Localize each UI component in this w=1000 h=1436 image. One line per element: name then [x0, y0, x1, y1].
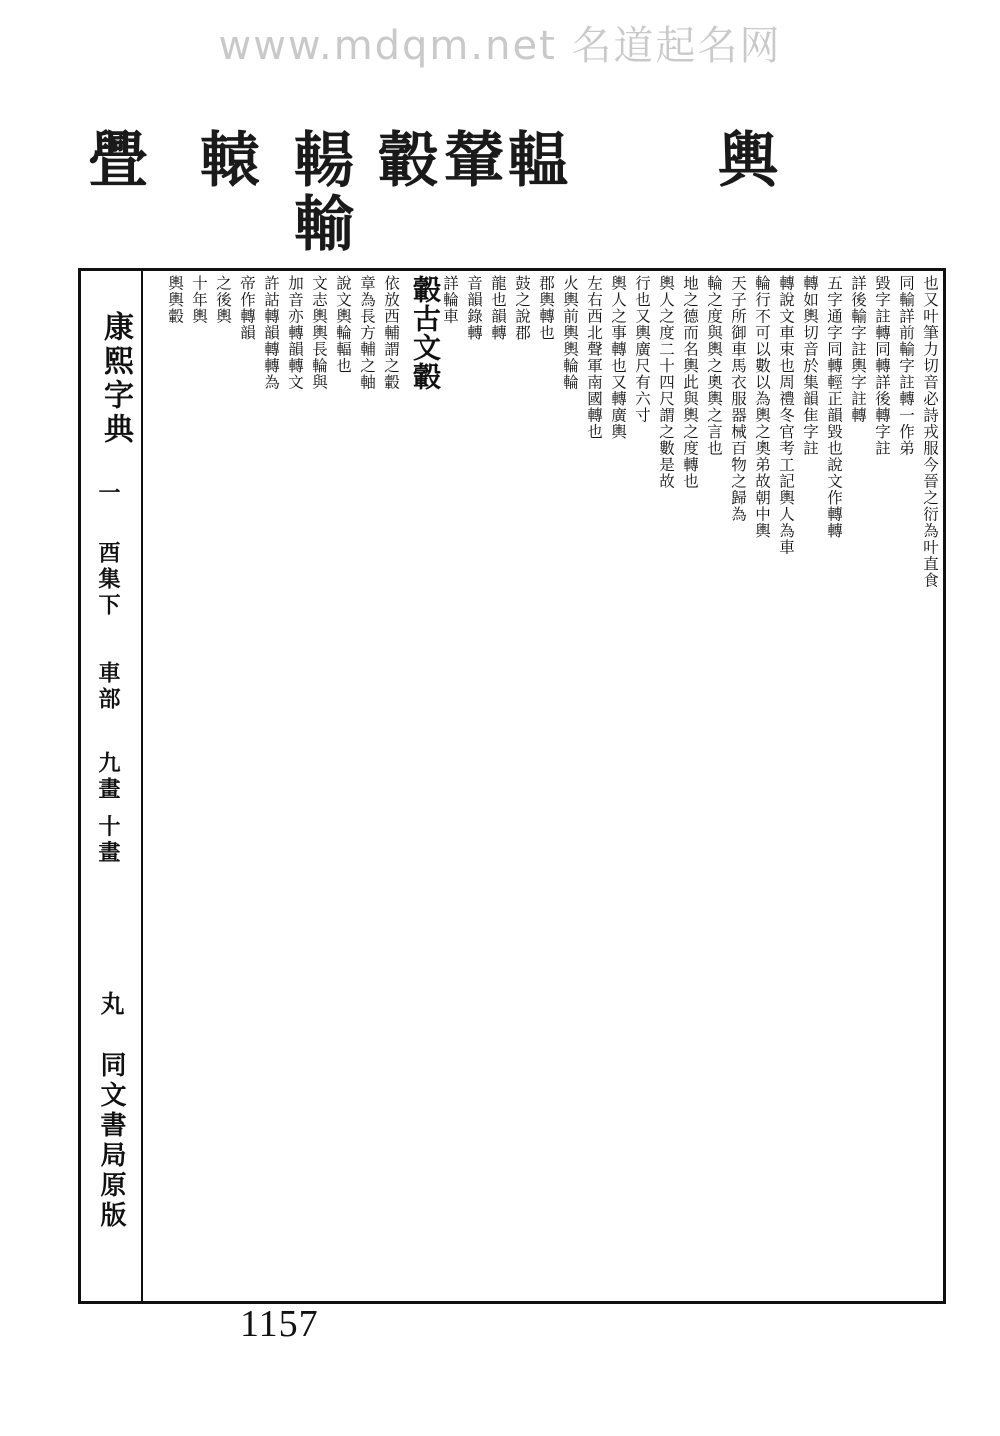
text-column: 輿人之事轉也又轉廣輿 — [609, 275, 627, 440]
text-column: 文志輿輿長輪與 — [310, 275, 328, 391]
seal-glyph: 輦 — [434, 128, 504, 188]
seal-glyph: 輸 — [284, 192, 354, 252]
seal-glyph: 輰 — [284, 128, 354, 188]
text-column: 也又叶筆力切音必詩戎服今晉之衍為叶直食 — [921, 275, 939, 589]
collection-label: 酉集下 — [95, 541, 121, 619]
headword-column: 轂古文轂 — [409, 275, 442, 391]
seal-glyph: 轅 — [190, 128, 260, 188]
text-column: 鼓之說郡 — [513, 275, 531, 341]
entry-text-area — [145, 275, 939, 1297]
text-column: 之後輿 — [214, 275, 232, 325]
text-column: 輪之度與輿之奧輿之言也 — [705, 275, 723, 457]
seal-glyph: 輼 — [498, 128, 568, 188]
page-number: 1157 — [240, 1303, 319, 1345]
seal-glyph: 舋 — [78, 128, 148, 188]
text-column: 章為長方輔之軸 — [358, 275, 376, 391]
stroke-label: 九畫 十畫 — [95, 751, 121, 867]
seal-script-header — [80, 120, 940, 260]
seal-glyph: 轂 — [368, 128, 438, 188]
text-column: 詳輪車 — [441, 275, 459, 325]
margin-column — [81, 271, 143, 1301]
text-column: 郡輿轉也 — [537, 275, 555, 341]
dictionary-page-frame — [78, 268, 946, 1304]
text-column: 十年輿 — [190, 275, 208, 325]
text-column: 地之德而名輿此與輿之度轉也 — [681, 275, 699, 490]
text-column: 毀字註轉同轉詳後轉字註 — [873, 275, 891, 457]
section-label: 車部 — [95, 661, 121, 713]
text-column: 詳後輸字註輿字註轉 — [849, 275, 867, 424]
book-title: 康熙字典 — [98, 311, 133, 447]
text-column: 行也又輿廣尺有六寸 — [633, 275, 651, 424]
text-column: 依放西輔謂之轂 — [382, 275, 400, 391]
text-column: 轉說文車束也周禮冬官考工記輿人為車 — [777, 275, 795, 556]
text-column: 許詁轉韻轉轉為 — [262, 275, 280, 391]
volume-number: 一 — [95, 481, 121, 507]
seal-glyph: 輿 — [708, 128, 778, 188]
text-column: 加音亦轉韻轉文 — [286, 275, 304, 391]
round-mark: 丸 — [96, 991, 125, 1019]
text-column: 輪行不可以數以為輿之奧弟故朝中輿 — [753, 275, 771, 539]
text-column: 帝作轉韻 — [238, 275, 256, 341]
text-column: 音韻錄轉 — [465, 275, 483, 341]
text-column: 同輸詳前輸字註轉一作弟 — [897, 275, 915, 457]
text-column: 龍也韻轉 — [489, 275, 507, 341]
text-column: 輿輿轂 — [166, 275, 184, 325]
watermark-text: www.mdqm.net 名道起名网 — [218, 23, 782, 69]
publisher-label: 同文書局原版 — [96, 1051, 126, 1231]
text-column: 左右西北聲軍南國轉也 — [585, 275, 603, 440]
text-column: 轉如輿切音於集韻隹字註 — [801, 275, 819, 457]
text-column: 說文輿輪輻也 — [334, 275, 352, 374]
text-column: 火輿前輿輿輪輪 — [561, 275, 579, 391]
text-column: 天子所御車馬衣服器械百物之歸為 — [729, 275, 747, 523]
text-column: 輿人之度二十四尺謂之數是故 — [657, 275, 675, 490]
text-column: 五字通字同轉輕正韻毀也說文作轉轉 — [825, 275, 843, 539]
